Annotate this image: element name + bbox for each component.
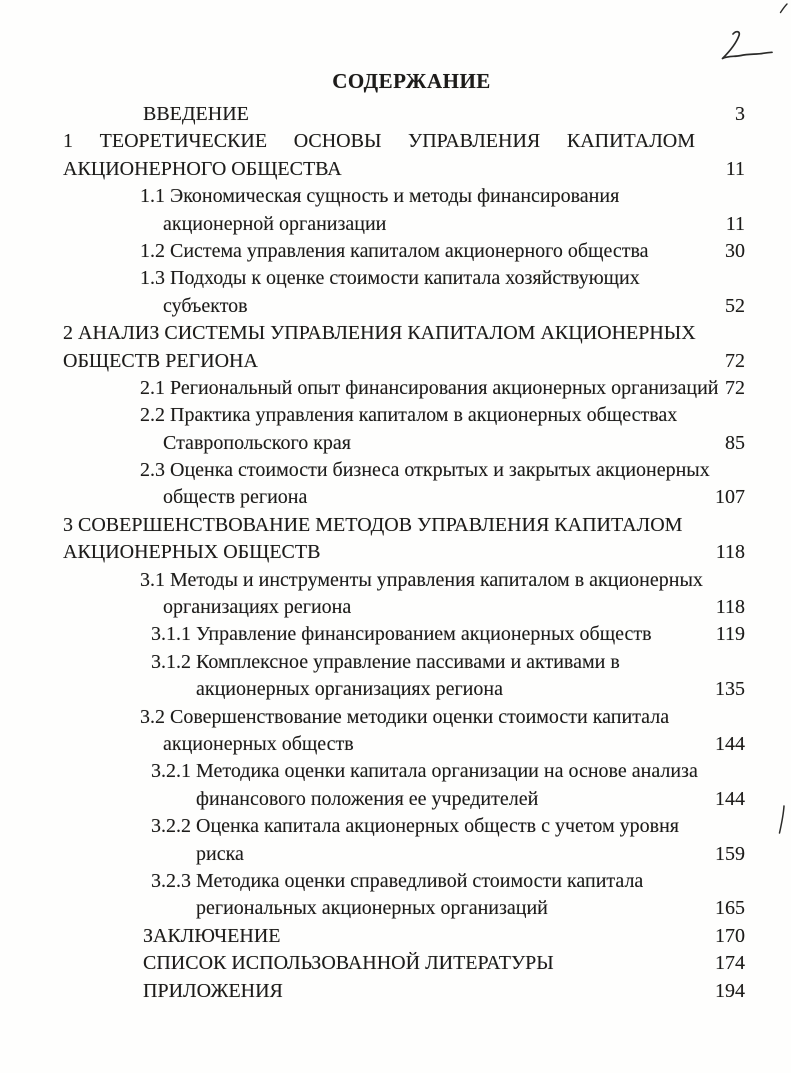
toc-line: [63, 621, 745, 648]
toc-line-text: 3.1 Методы и инструменты управления капиталом в акционерных: [140, 568, 703, 591]
toc-line-page-number: 30: [725, 239, 745, 262]
toc-line: [63, 786, 745, 813]
toc-line: [63, 868, 745, 895]
toc-line: [63, 238, 745, 265]
toc-line: [63, 594, 745, 621]
toc-line: [63, 402, 745, 429]
toc-line-text: обществ региона: [163, 486, 308, 509]
toc-line-page-number: 85: [725, 431, 745, 454]
toc-line: [63, 156, 745, 183]
toc-line-text: 2.3 Оценка стоимости бизнеса открытых и закрытых акционерных: [140, 459, 710, 482]
toc-line-page-number: 52: [725, 294, 745, 317]
toc-line: [63, 348, 745, 375]
toc-line-text: 3.1.2 Комплексное управление пассивами и активами в: [151, 650, 620, 673]
handwritten-page-number-icon: [723, 32, 773, 59]
toc-line: [63, 539, 745, 566]
toc-line-text: региональных акционерных организаций: [196, 897, 548, 920]
toc-line-page-number: 72: [725, 376, 745, 399]
toc-line-page-number: 3: [735, 103, 745, 125]
toc-line-text: акционерных организациях региона: [196, 678, 503, 701]
toc-line-page-number: 144: [715, 732, 745, 755]
toc-line-page-number: 118: [715, 596, 745, 619]
toc-line-page-number: 135: [715, 678, 745, 701]
toc-line: [63, 649, 745, 676]
margin-pen-mark-icon: [780, 806, 785, 833]
toc-line-text: ПРИЛОЖЕНИЯ: [143, 979, 283, 1002]
toc-line-text: Ставропольского края: [163, 431, 351, 454]
toc-line-text: 3.1.1 Управление финансированием акционерных обществ: [151, 623, 652, 646]
toc-line-text: 3.2 Совершенствование методики оценки стоимости капитала: [140, 705, 670, 728]
toc-line-text: 3.2.3 Методика оценки справедливой стоимости капитала: [151, 869, 644, 892]
toc-line-page-number: 159: [715, 842, 745, 865]
toc-line-page-number: 144: [715, 787, 745, 810]
page-title: СОДЕРЖАНИЕ: [332, 69, 491, 93]
toc-line-page-number: 72: [725, 349, 745, 372]
toc-line-page-number: 165: [715, 897, 745, 920]
toc-line: [63, 731, 745, 758]
toc-line-text: СПИСОК ИСПОЛЬЗОВАННОЙ ЛИТЕРАТУРЫ: [143, 952, 554, 975]
toc-line-text: 2.1 Региональный опыт финансирования акционерных организаций: [140, 376, 719, 399]
toc-line-text: ЗАКЛЮЧЕНИЕ: [143, 924, 281, 947]
toc-line-page-number: 11: [725, 157, 745, 180]
toc-line: [63, 183, 745, 210]
toc-line: [63, 265, 745, 292]
toc-line-text: 2.2 Практика управления капиталом в акционерных обществах: [140, 404, 678, 427]
toc-line: [63, 923, 745, 950]
toc-line: [63, 978, 745, 1005]
corner-pen-tick-icon: [781, 4, 788, 13]
toc-line: [63, 758, 745, 785]
toc-line-text: акционерных обществ: [163, 732, 354, 755]
toc-line-text: АКЦИОНЕРНОГО ОБЩЕСТВА: [63, 157, 342, 180]
toc-line-page-number: 170: [715, 924, 745, 947]
toc-line: [63, 512, 745, 539]
toc-line-text: 3.2.2 Оценка капитала акционерных обществ с учетом уровня: [151, 815, 679, 838]
toc-line: [63, 841, 745, 868]
toc-line-page-number: 118: [715, 541, 745, 564]
toc-line-text: организациях региона: [163, 596, 352, 619]
toc-line: [63, 895, 745, 922]
toc-line-text: 2 АНАЛИЗ СИСТЕМЫ УПРАВЛЕНИЯ КАПИТАЛОМ АКЦИОНЕРНЫХ: [63, 322, 696, 345]
toc-line-text: 3.2.1 Методика оценки капитала организации на основе анализа: [151, 760, 698, 783]
toc-line-text: АКЦИОНЕРНЫХ ОБЩЕСТВ: [63, 541, 321, 564]
toc-line-text: субъектов: [163, 294, 248, 317]
toc-line: [63, 430, 745, 457]
toc-line: [63, 320, 745, 347]
toc-line-page-number: 11: [725, 212, 745, 235]
toc-line-text: риска: [196, 842, 244, 865]
toc-line: [63, 128, 745, 155]
toc-line-page-number: 119: [715, 623, 745, 646]
toc-line: [63, 293, 745, 320]
toc-line-page-number: 194: [715, 979, 745, 1002]
toc-line-page-number: 174: [715, 952, 745, 975]
toc-line-text: ВВЕДЕНИЕ: [143, 103, 249, 125]
toc-line: [63, 211, 745, 238]
toc-line-text: 1 ТЕОРЕТИЧЕСКИЕ ОСНОВЫ УПРАВЛЕНИЯ КАПИТАЛОМ: [63, 130, 695, 153]
toc-line: [63, 676, 745, 703]
table-of-contents: [63, 101, 745, 1005]
toc-line: [63, 375, 745, 402]
toc-line-page-number: 107: [715, 486, 745, 509]
toc-line-text: 1.1 Экономическая сущность и методы финансирования: [140, 185, 620, 208]
toc-line: [63, 567, 745, 594]
toc-line: [63, 704, 745, 731]
toc-line: [63, 950, 745, 977]
toc-line: [63, 484, 745, 511]
toc-line: [63, 813, 745, 840]
toc-line: [63, 457, 745, 484]
toc-line-text: 1.2 Система управления капиталом акционерного общества: [140, 239, 649, 262]
toc-line-text: акционерной организации: [163, 212, 387, 235]
toc-line: [63, 101, 745, 128]
toc-line-text: ОБЩЕСТВ РЕГИОНА: [63, 349, 258, 372]
toc-line-text: 1.3 Подходы к оценке стоимости капитала хозяйствующих: [140, 267, 640, 290]
toc-line-text: 3 СОВЕРШЕНСТВОВАНИЕ МЕТОДОВ УПРАВЛЕНИЯ КАПИТАЛОМ: [63, 513, 683, 536]
toc-line-text: финансового положения ее учредителей: [196, 787, 539, 810]
